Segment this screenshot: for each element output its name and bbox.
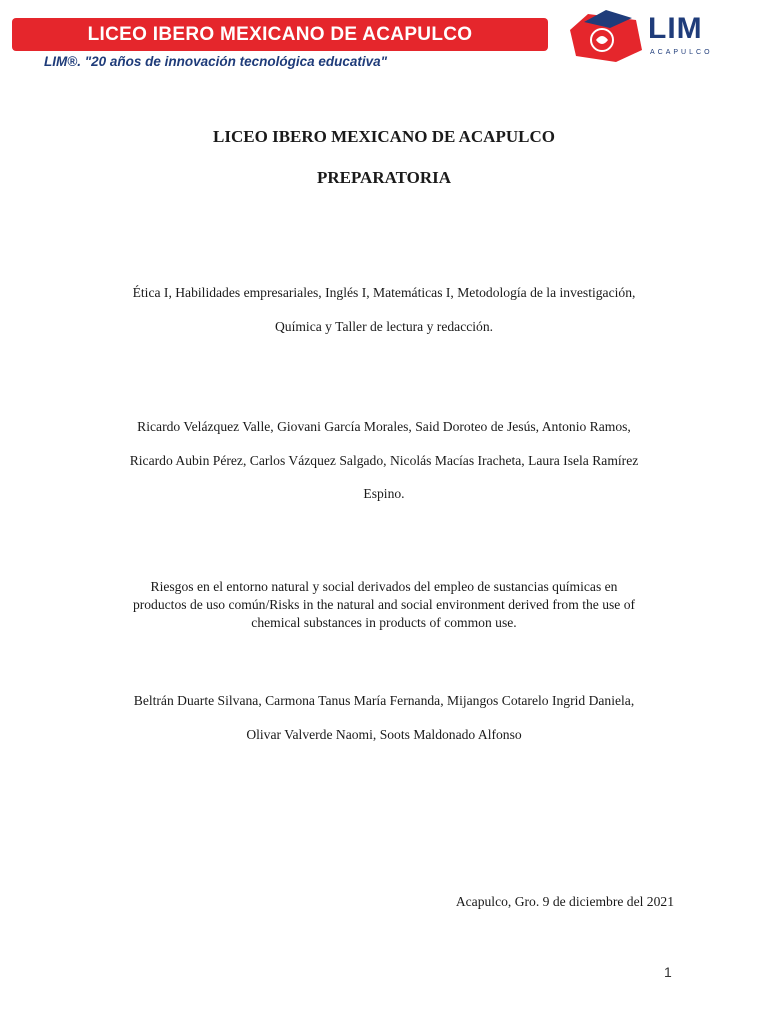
page-number: 1 <box>664 964 672 980</box>
logo-text: LIM <box>648 12 703 45</box>
header-tagline: LIM®. "20 años de innovación tecnológica educativa" <box>44 54 388 69</box>
banner-text: LICEO IBERO MEXICANO DE ACAPULCO <box>87 23 473 45</box>
school-name: LICEO IBERO MEXICANO DE ACAPULCO <box>213 127 555 146</box>
project-title-line-1: Riesgos en el entorno natural y social derivados del empleo de sustancias químicas en <box>150 579 618 594</box>
teachers-line-1: Ricardo Velázquez Valle, Giovani García Morales, Said Doroteo de Jesús, Antonio Ramos, <box>137 419 631 434</box>
logo-emblem-icon <box>566 10 646 66</box>
project-title-line-3: chemical substances in products of common use. <box>251 615 517 630</box>
teachers-line-2: Ricardo Aubin Pérez, Carlos Vázquez Salgado, Nicolás Macías Iracheta, Laura Isela Ramírez <box>129 453 639 468</box>
header-banner <box>12 18 548 51</box>
place-date: Acapulco, Gro. 9 de diciembre del 2021 <box>455 894 674 909</box>
subjects-line-2: Química y Taller de lectura y redacción. <box>274 319 494 334</box>
project-title-line-2: productos de uso común/Risks in the natural and social environment derived from the use of <box>132 597 636 612</box>
students-line-1: Beltrán Duarte Silvana, Carmona Tanus María Fernanda, Mijangos Cotarelo Ingrid Daniela, <box>133 693 635 708</box>
subjects-line-1: Ética I, Habilidades empresariales, Inglés I, Matemáticas I, Metodología de la investigación, <box>132 285 636 300</box>
teachers-line-3: Espino. <box>363 486 405 501</box>
students-line-2: Olivar Valverde Naomi, Soots Maldonado Alfonso <box>246 727 522 742</box>
logo-subtext: ACAPULCO <box>650 49 713 56</box>
school-level: PREPARATORIA <box>316 168 452 187</box>
school-logo <box>566 10 756 66</box>
